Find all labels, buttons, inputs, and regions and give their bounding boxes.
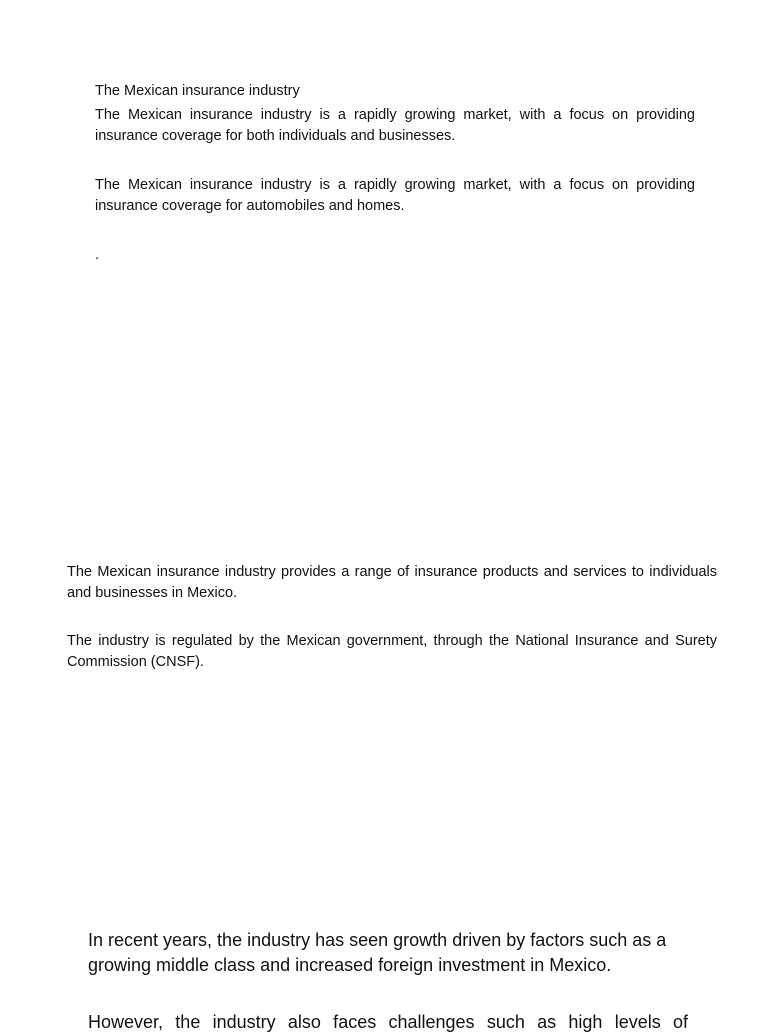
paragraph-recent-growth: In recent years, the industry has seen growth driven by factors such as a growing middle class and increased foreign investment in Mexico. [88, 930, 667, 975]
paragraph-growing-market-automobiles: The Mexican insurance industry is a rapidly growing market, with a focus on providing insurance coverage for automobiles and homes. [95, 177, 695, 214]
paragraph-challenges-partial: However, the industry also faces challenges such as high levels of [88, 1012, 688, 1032]
paragraph-growing-market-individuals: The Mexican insurance industry is a rapidly growing market, with a focus on providing insurance coverage for both individuals and businesses. [95, 107, 695, 144]
stray-period: . [95, 247, 100, 263]
section-title: The Mexican insurance industry [95, 83, 300, 99]
paragraph-regulation: The industry is regulated by the Mexican government, through the National Insurance and Surety Commission (CNSF). [67, 633, 717, 670]
paragraph-products-services: The Mexican insurance industry provides a range of insurance products and services to individuals and businesses in Mexico. [67, 564, 717, 601]
